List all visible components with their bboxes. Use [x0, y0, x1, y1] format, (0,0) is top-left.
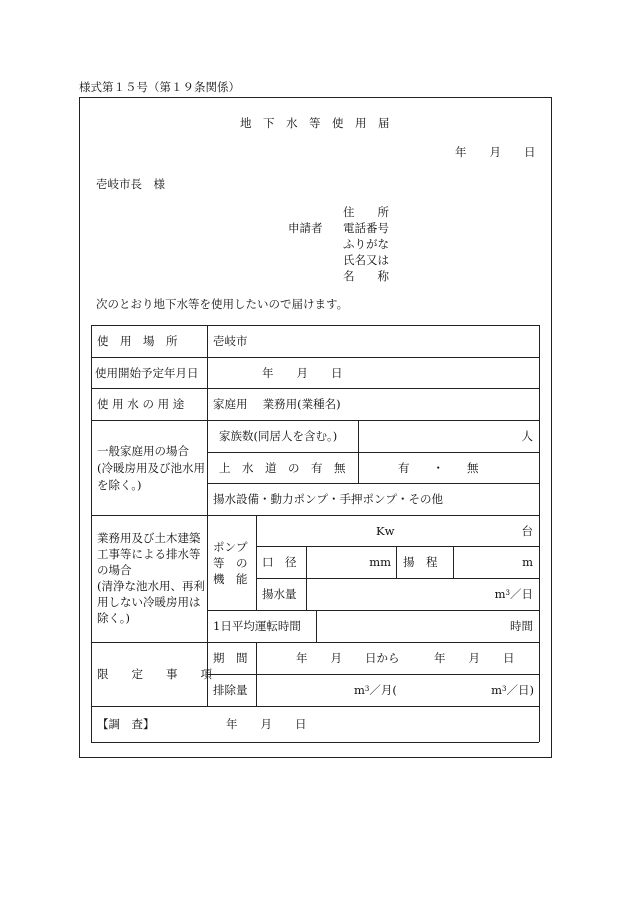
family-count-label: 家族数(同居人を含む。): [219, 429, 338, 443]
volume-label: 揚水量: [262, 587, 297, 601]
pump-function-label: ポンプ 等 の 機 能: [213, 540, 248, 586]
applicant-field-address: 住 所: [343, 205, 389, 219]
kw-unit[interactable]: Kw: [376, 523, 395, 538]
limited-matters-label: 限 定 事 項: [97, 667, 212, 681]
applicant-field-phone: 電話番号: [343, 221, 389, 235]
head-label: 揚 程: [403, 555, 438, 569]
diameter-field[interactable]: mm: [369, 555, 391, 569]
waterworks-choice[interactable]: 有 ・ 無: [398, 460, 479, 475]
business-label: 業務用及び土木建築 工事等による排水等 の場合 (清浄な池水用、再利 用しない冷暖房用は 除く。): [97, 531, 205, 625]
date-line: 年 月 日: [455, 145, 536, 159]
purpose-label: 使 用 水 の 用 途: [97, 397, 185, 411]
period-label: 期 間: [213, 651, 248, 665]
volume-field[interactable]: m $^3$ ／日: [494, 587, 533, 601]
form-title: 地 下 水 等 使 用 届: [240, 116, 390, 130]
applicant-field-furigana: ふりがな: [343, 237, 389, 251]
intro-text: 次のとおり地下水等を使用したいので届けます。: [96, 297, 349, 311]
place-label: 使 用 場 所: [97, 334, 178, 348]
family-count-field[interactable]: 人: [521, 429, 533, 443]
form-number: 様式第１５号（第１９条関係）: [79, 80, 240, 94]
discharge-day-unit[interactable]: m $^3$ ／日): [491, 683, 534, 697]
operation-hours-label: 1日平均運転時間: [213, 619, 301, 633]
applicant-label: 申請者: [288, 221, 323, 235]
place-value[interactable]: 壱岐市: [213, 334, 248, 348]
period-field[interactable]: 年 月 日から 年 月 日: [296, 651, 515, 665]
discharge-month-unit[interactable]: m $^3$ ／月(: [354, 683, 397, 697]
pump-type-options[interactable]: 揚水設備・動力ポンプ・手押ポンプ・その他: [213, 492, 443, 506]
start-date-value[interactable]: 年 月 日: [262, 365, 343, 380]
diameter-label: 口 径: [262, 555, 297, 569]
start-date-label: 使用開始予定年月日: [95, 365, 199, 380]
units-unit[interactable]: 台: [521, 523, 533, 538]
survey-date[interactable]: 年 月 日: [226, 717, 307, 731]
applicant-field-corp-name: 名 称: [343, 269, 389, 283]
operation-hours-field[interactable]: 時間: [510, 619, 533, 633]
head-field[interactable]: m: [522, 555, 533, 569]
purpose-value[interactable]: 家庭用 業務用(業種名): [213, 397, 341, 411]
survey-label: 【調 査】: [97, 717, 155, 731]
applicant-field-name-or: 氏名又は: [343, 253, 389, 267]
addressee: 壱岐市長 様: [96, 177, 165, 191]
household-label: 一般家庭用の場合 (冷暖房用及び池水用 を除く。): [97, 444, 205, 492]
waterworks-label: 上 水 道 の 有 無: [219, 460, 346, 475]
discharge-label: 排除量: [213, 683, 248, 697]
